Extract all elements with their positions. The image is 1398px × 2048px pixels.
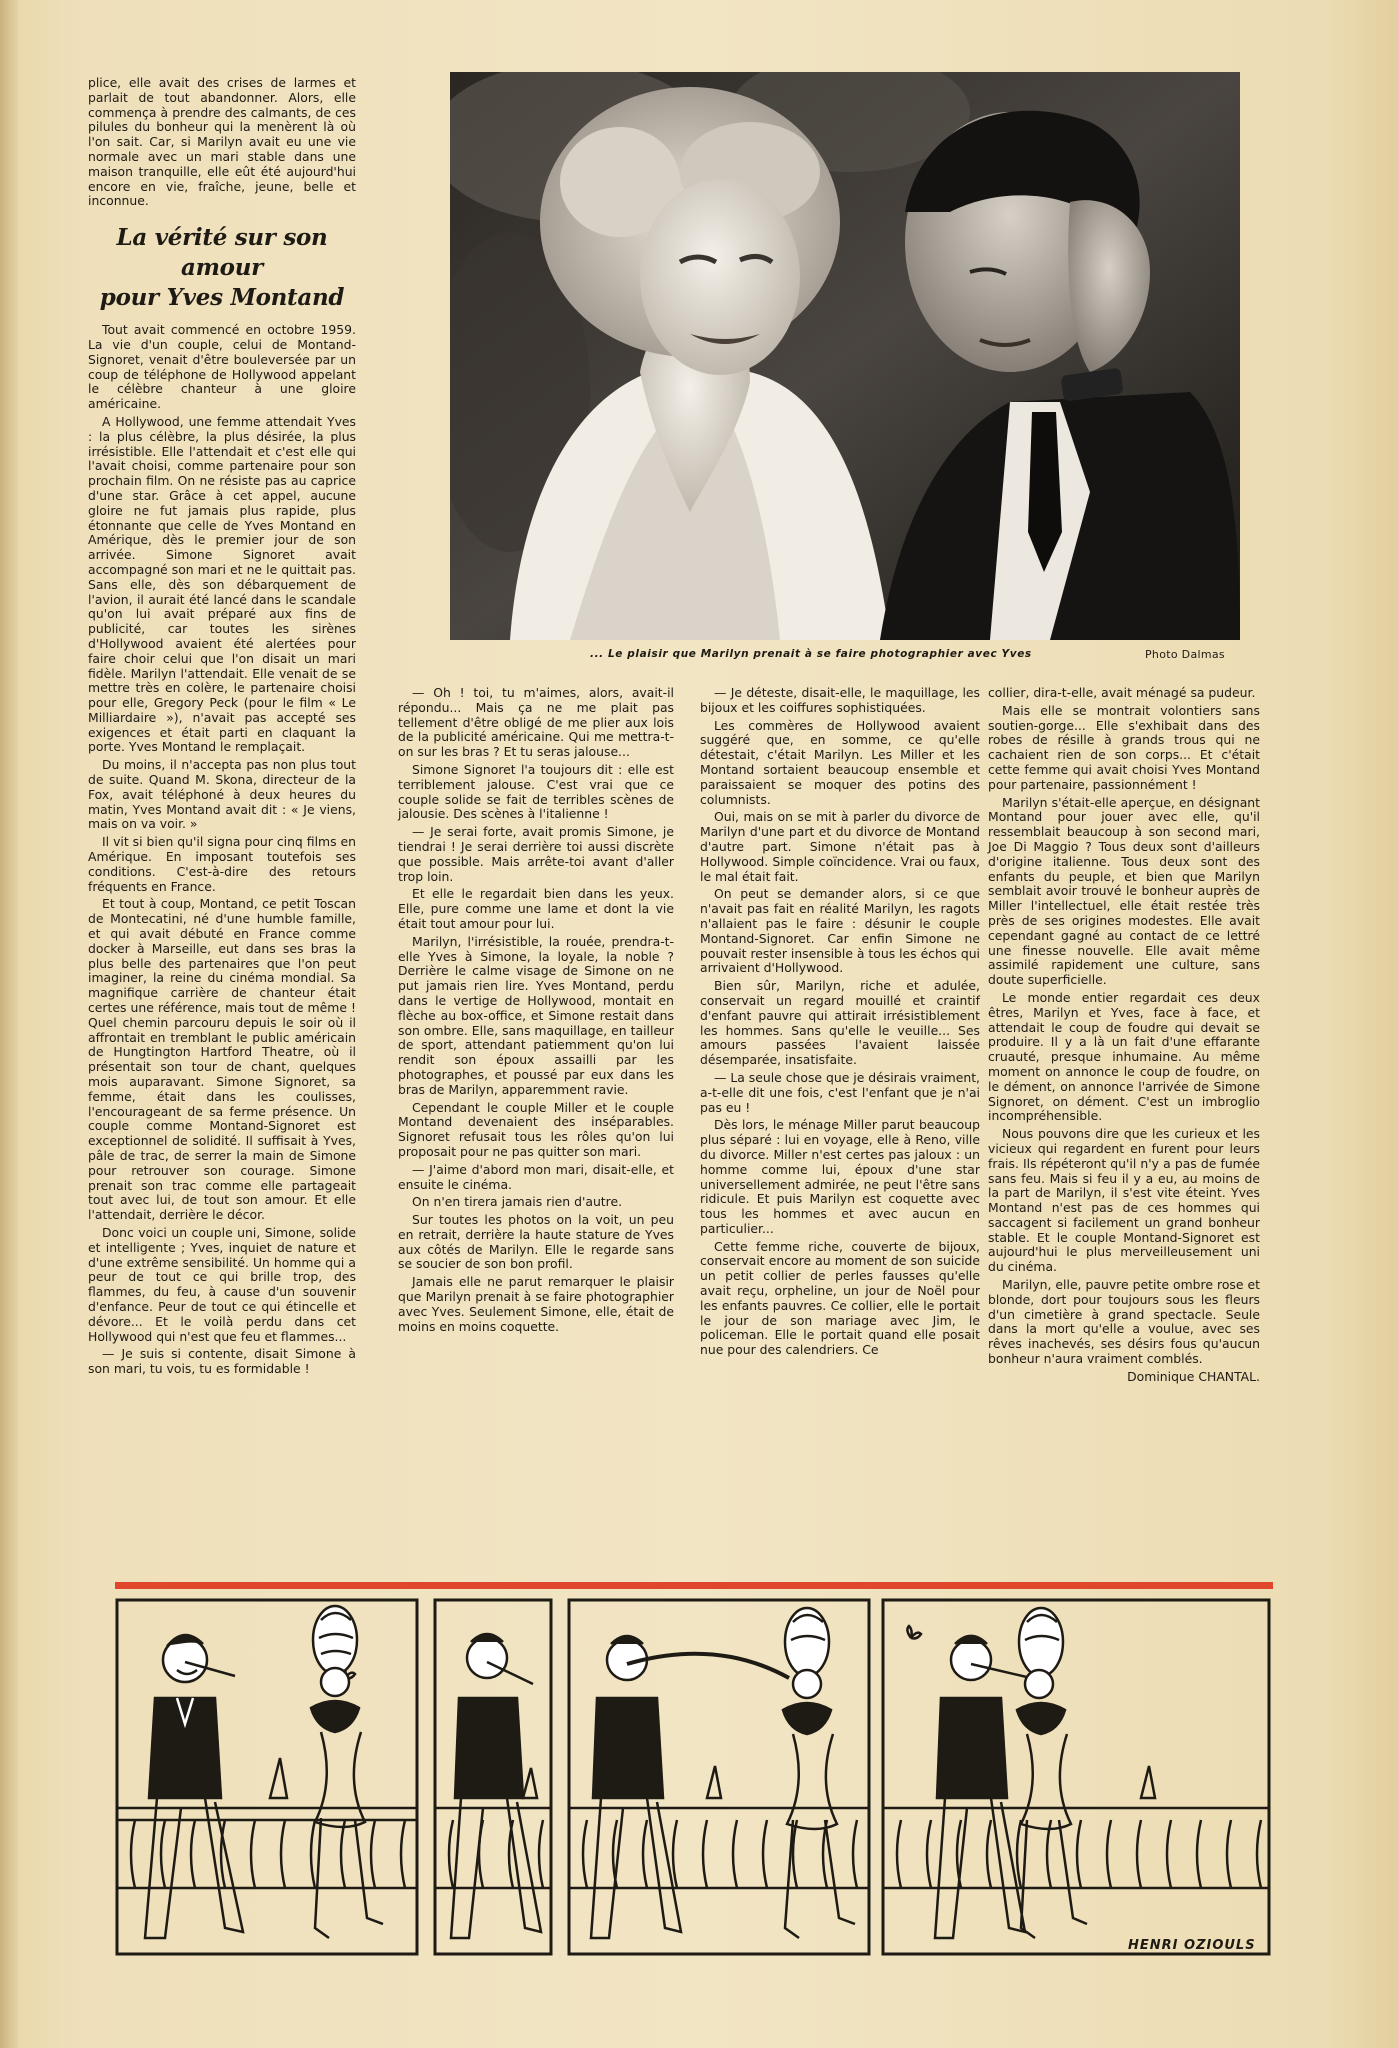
paragraph: — Oh ! toi, tu m'aimes, alors, avait-il répondu... Mais ça ne me plait pas tellement d'être obligé de me plier aux lois de la publicité américaine. Qui me mettra-t-on sur les bras ? Et tu seras jalouse...	[398, 685, 674, 760]
comic-artist-signature: HENRI OZIOULS	[1128, 1938, 1256, 1953]
article-heading	[88, 223, 356, 313]
paragraph: — Je déteste, disait-elle, le maquillage, les bijoux et les coiffures sophistiquées.	[700, 685, 980, 715]
article-column-1	[88, 76, 356, 1380]
paragraph: On peut se demander alors, si ce que n'avait pas fait en réalité Marilyn, les ragots n'allaient pas le faire : désunir le couple Montand-Signoret. Car enfin Simone ne pouvait rester insensible à tous les échos qui arrivaient d'Hollywood.	[700, 886, 980, 976]
paragraph: Et elle le regardait bien dans les yeux. Elle, pure comme une lame et dont la vie était tout amour pour lui.	[398, 886, 674, 931]
article-column-3	[700, 686, 980, 1361]
paragraph: Cependant le couple Miller et le couple Montand devenaient des inséparables. Signoret refusait tous les rôles qu'on lui proposait pour ne pas quitter son mari.	[398, 1099, 674, 1159]
paragraph: Marilyn, elle, pauvre petite ombre rose et blonde, dort pour toujours sous les fleurs d'un cimetière à grand spectacle. Seule dans la mort qu'elle a voulue, avec ses rêves inachevés, ses désirs fous qu'aucun bonheur n'aura vraiment comblés.	[988, 1277, 1260, 1367]
paragraph: — Je suis si contente, disait Simone à son mari, tu vois, tu es formidable !	[88, 1346, 356, 1377]
photo-marilyn-and-yves	[450, 72, 1240, 640]
paragraph: Jamais elle ne parut remarquer le plaisir que Marilyn prenait à se faire photographier avec Yves. Seulement Simone, elle, était de moins en moins coquette.	[398, 1274, 674, 1334]
article-column-2	[398, 686, 674, 1337]
paragraph: Le monde entier regardait ces deux êtres, Marilyn et Yves, face à face, et attendait le coup de foudre qui devait se produire. Il y a là un fait d'une effarante cruauté, presque inhumaine. Au même moment on annonce le coup de foudre, on le dément, on annonce l'arrivée de Simone Signoret, on dément. C'est un imbroglio incompréhensible.	[988, 989, 1260, 1124]
paragraph: Marilyn, l'irrésistible, la rouée, prendra-t-elle Yves à Simone, la loyale, la noble ? Derrière le calme visage de Simone on ne put jamais rien lire. Yves Montand, perdu dans le vertige de Hollywood, montait en flèche au box-office, et Simone restait dans son ombre. Elle, sans maquillage, en tailleur de sport, attendant patiemment qu'on lui rendit son époux assailli par les photographes, et poussé par eux dans les bras de Marilyn, apparemment ravie.	[398, 933, 674, 1097]
heading-line-1: La vérité sur son amour	[116, 224, 328, 282]
paragraph: Les commères de Hollywood avaient suggéré que, en somme, ce qu'elle détestait, c'était Marilyn. Les Miller et les Montand sortaient beaucoup ensemble et paraissaient se moquer des potins des columnists.	[700, 717, 980, 807]
photo-image	[450, 72, 1240, 640]
paragraph: — J'aime d'abord mon mari, disait-elle, et ensuite le cinéma.	[398, 1161, 674, 1192]
comic-panel-1	[117, 1600, 417, 1954]
photo-caption: ... Le plaisir que Marilyn prenait à se faire photographier avec Yves	[590, 648, 1032, 660]
comic-strip	[115, 1598, 1273, 1956]
paragraph: Oui, mais on se mit à parler du divorce de Marilyn d'une part et du divorce de Montand d'autre part. Simone n'était pas à Hollywood. Simple coïncidence. Vrai ou faux, le mal était fait.	[700, 809, 980, 884]
paragraph: — Je serai forte, avait promis Simone, je tiendrai ! Je serai derrière toi aussi discrète que possible. Mais arrête-toi avant d'aller trop loin.	[398, 824, 674, 884]
paragraph: On n'en tirera jamais rien d'autre.	[412, 1194, 623, 1210]
photo-credit: Photo Dalmas	[1145, 648, 1225, 661]
paragraph: Et tout à coup, Montand, ce petit Toscan de Montecatini, né d'une humble famille, et qui avait débuté en France comme docker à Marseille, eut dans ses bras la plus belle des partenaires que l'on peut imaginer, la reine du cinéma mondial. Sa magnifique carrière de chanteur était certes une référence, mais tout de même ! Quel chemin parcouru depuis le soir où il affrontait en tremblant le public américain de Hungtington Hartford Theatre, où il présentait son tour de chant, quelques mois auparavant. Simone Signoret, sa femme, était dans les coulisses, l'encourageant de sa ferme présence. Un couple comme Montand-Signoret est exceptionnel de solidité. Il suffisait à Yves, pâle de trac, de serrer la main de Simone pour retrouver son courage. Simone prenait son trac comme elle partageait tout avec lui, de tout son amour. Et elle l'attendait, derrière le décor.	[88, 896, 356, 1223]
paragraph: Bien sûr, Marilyn, riche et adulée, conservait un regard mouillé et craintif d'enfant pauvre qui attirait irrésistiblement les hommes. Sans qu'elle le veuille... Ses amours passées l'avaient laissée désemparée, insatisfaite.	[700, 978, 980, 1068]
paragraph: Simone Signoret l'a toujours dit : elle est terriblement jalouse. C'est vrai que ce couple solide se fait de terribles scènes de jalousie. Des scènes à l'italienne !	[398, 761, 674, 822]
article-column-4	[988, 686, 1260, 1385]
heading-line-2: pour Yves Montand	[99, 284, 345, 312]
page-fold-shadow	[0, 0, 18, 2048]
comic-panel-2	[435, 1600, 551, 1954]
paragraph: Nous pouvons dire que les curieux et les vicieux qui regardent en furent pour leurs frais. Ils répéteront qu'il n'y a pas de fumée sans feu. Mais si feu il y a eu, au moins de la part de Marilyn, il s'est vite éteint. Yves Montand n'est pas de ces hommes qui saccagent si facilement un grand bonheur stable. Et le couple Montand-Signoret est aujourd'hui le plus merveilleusement uni du cinéma.	[988, 1126, 1260, 1275]
comic-panel-4	[883, 1600, 1269, 1954]
paragraph: Il vit si bien qu'il signa pour cinq films en Amérique. En imposant toutefois ses conditions. C'est-à-dire des retours fréquents en France.	[88, 834, 356, 894]
paragraph: Du moins, il n'accepta pas non plus tout de suite. Quand M. Skona, directeur de la Fox, avait téléphoné à deux heures du matin, Yves Montand avait dit : « Je viens, mais on va voir. »	[88, 757, 356, 832]
author-signature: Dominique CHANTAL.	[1127, 1368, 1260, 1384]
paragraph: — La seule chose que je désirais vraiment, a-t-elle dit une fois, c'est l'enfant que je n'ai pas eu !	[700, 1069, 980, 1115]
red-divider-rule	[115, 1582, 1273, 1589]
comic-panel-3	[569, 1600, 869, 1954]
paragraph: Tout avait commencé en octobre 1959. La vie d'un couple, celui de Montand-Signoret, venait d'être bouleversée par un coup de téléphone de Hollywood appelant le célèbre chanteur à une gloire américaine.	[88, 322, 356, 412]
paragraph: Donc voici un couple uni, Simone, solide et intelligente ; Yves, inquiet de nature et d'une extrême sensibilité. Un homme qui a peur de tout ce qui brille trop, des flammes, du feu, à cause d'un souvenir d'enfance. Peur de tout ce qui étincelle et dévore... Et le voilà perdu dans cet Hollywood qui n'est que feu et flammes...	[88, 1224, 356, 1344]
paragraph: Cette femme riche, couverte de bijoux, conservait encore au moment de son suicide un petit collier de perles fausses qu'elle avait reçu, orpheline, un jour de Noël pour les enfants pauvres. Ce collier, elle le portait le jour de son mariage avec Jim, le policeman. Elle le portait quand elle posait nue pour des calendriers. Ce	[700, 1238, 980, 1358]
intro-paragraph: plice, elle avait des crises de larmes et parlait de tout abandonner. Alors, elle commença à prendre des calmants, de ces pilules du bonheur qui la menèrent là où l'on sait. Car, si Marilyn avait eu une vie normale avec un mari stable dans une maison tranquille, elle eût été aujourd'hui encore en vie, fraîche, jeune, belle et inconnue.	[88, 75, 356, 209]
paragraph: collier, dira-t-elle, avait ménagé sa pudeur.	[988, 685, 1256, 700]
paragraph: A Hollywood, une femme attendait Yves : la plus célèbre, la plus désirée, la plus irrésistible. Elle l'attendait et c'est elle qui l'avait choisi, comme partenaire pour son prochain film. On ne résiste pas au caprice d'une star. Grâce à cet appel, aucune gloire ne fut jamais plus rapide, plus étonnante que celle de Yves Montand en Amérique, dès le premier jour de son arrivée. Simone Signoret avait accompagné son mari et ne le quittait pas. Sans elle, dès son débarquement de l'avion, il aurait été lancé dans le scandale qu'on lui avait préparé aux fins de publicité, car toutes les sirènes d'Hollywood avaient été alertées pour faire choir celui que l'on disait un mari fidèle. Marilyn l'attendait. Elle venait de se mettre très en colère, le partenaire choisi pour elle, Gregory Peck (pour le film « Le Milliardaire »), n'avait pas accepté ses exigences et était parti en claquant la porte. Yves Montand le remplaçait.	[88, 413, 356, 755]
paragraph: Mais elle se montrait volontiers sans soutien-gorge... Elle s'exhibait dans des robes de résille à grands trous qui ne cachaient rien de son corps... Et c'était cette femme qui avait choisi Yves Montand pour partenaire, passionnément !	[988, 702, 1260, 792]
paragraph: Dès lors, le ménage Miller parut beaucoup plus séparé : lui en voyage, elle à Reno, ville du divorce. Miller n'est certes pas jaloux : un homme comme lui, époux d'une star universellement admirée, ne peut l'être sans ridicule. Et puis Marilyn est coquette avec tous les hommes et avec aucun en particulier...	[700, 1117, 980, 1236]
paragraph: Sur toutes les photos on la voit, un peu en retrait, derrière la haute stature de Yves aux côtés de Marilyn. Elle le regarde sans se soucier de son bon profil.	[398, 1212, 674, 1272]
paragraph: Marilyn s'était-elle aperçue, en désignant Montand pour jouer avec elle, qu'il ressemblait beaucoup à son second mari, Joe Di Maggio ? Tous deux sont d'ailleurs d'origine italienne. Tous deux sont des enfants du peuple, et bien que Marilyn semblait avoir trouvé le bonheur auprès de Miller l'intellectuel, elle était restée très près de ses origines modestes. Elle avait cependant gagné au contact de ce lettré une finesse nouvelle. Elle avait même assimilé rapidement une culture, sans doute superficielle.	[988, 794, 1260, 988]
